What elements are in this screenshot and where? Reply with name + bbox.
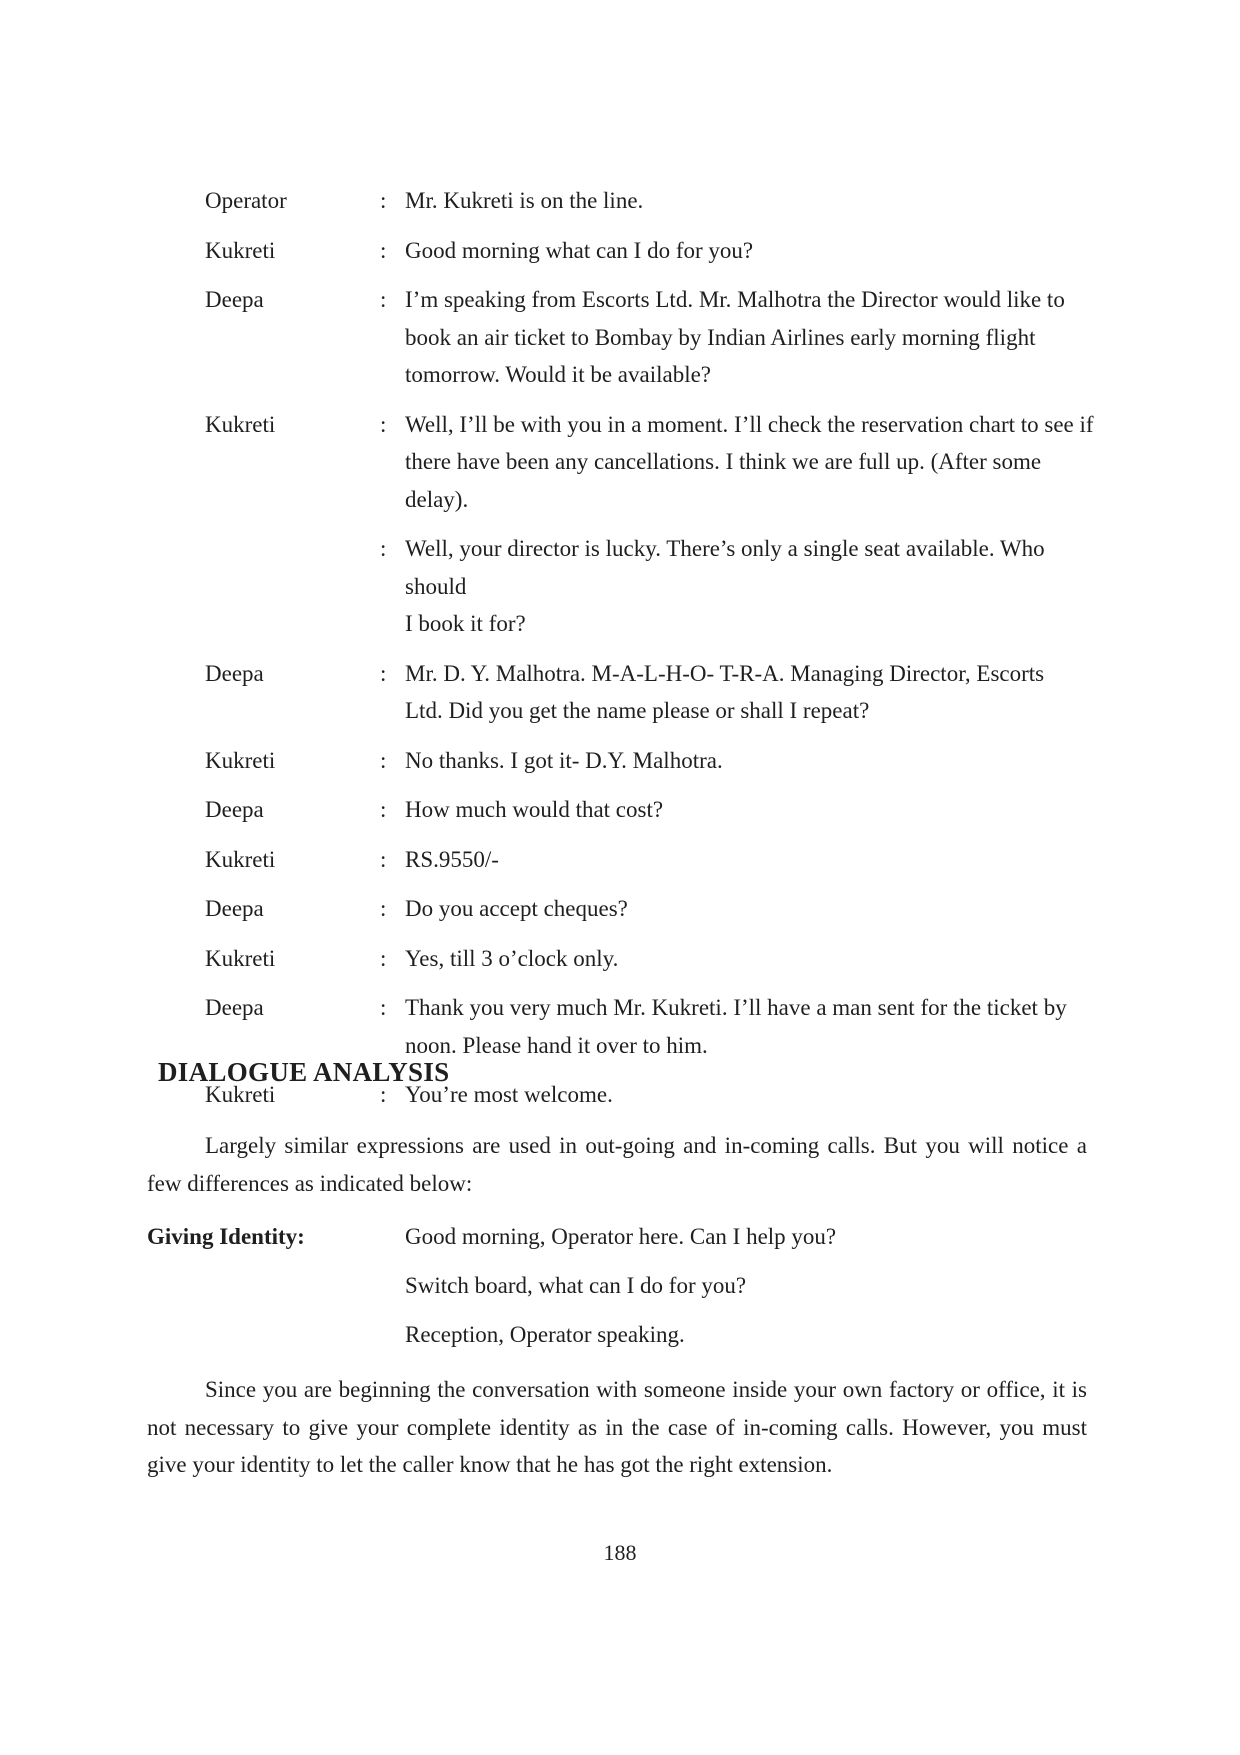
dialogue-line: there have been any cancellations. I think we are full up. (After some delay).	[405, 449, 1042, 512]
dialogue-line: No thanks. I got it- D.Y. Malhotra.	[405, 747, 723, 773]
dialogue-line: Ltd. Did you get the name please or shall I repeat?	[405, 698, 870, 723]
dialogue-row	[205, 182, 1105, 220]
dialogue-row	[205, 940, 1105, 978]
identity-example: Good morning, Operator here. Can I help you?	[405, 1224, 837, 1249]
dialogue-row	[205, 655, 1105, 730]
section-heading: DIALOGUE ANALYSIS	[158, 1057, 450, 1087]
dialogue-line: Good morning what can I do for you?	[405, 237, 754, 263]
dialogue-line: Well, your director is lucky. There’s only a single seat available. Who should	[405, 536, 1045, 599]
dialogue-row	[205, 530, 1105, 643]
speaker-name: Kukreti	[205, 237, 276, 263]
page-number: 188	[603, 1540, 637, 1565]
dialogue-row	[205, 406, 1105, 519]
intro-paragraph	[147, 1127, 1087, 1202]
dialogue-line: How much would that cost?	[405, 797, 664, 822]
separator-colon: :	[380, 287, 387, 312]
paragraph-text: Since you are beginning the conversation with someone inside your own factory or office, it is not necessary to give your complete identity as in the case of in-coming calls. However, you must give your identity to let the caller know that he has got the right extension.	[147, 1377, 1087, 1477]
dialogue-line: RS.9550/-	[405, 846, 499, 872]
separator-colon: :	[380, 846, 387, 872]
dialogue-line: Thank you very much Mr. Kukreti. I’ll have a man sent for the ticket by	[405, 995, 1067, 1020]
dialogue-line: Well, I’ll be with you in a moment. I’ll check the reservation chart to see if	[405, 411, 1094, 437]
dialogue-line: I book it for?	[405, 611, 526, 636]
speaker-name: Deepa	[205, 995, 264, 1020]
dialogue-line: book an air ticket to Bombay by Indian Airlines early morning flight	[405, 324, 1036, 350]
separator-colon: :	[380, 896, 387, 921]
separator-colon: :	[380, 660, 387, 686]
dialogue-transcript	[205, 182, 1105, 1126]
dialogue-line: Mr. D. Y. Malhotra. M-A-L-H-O- T-R-A. Managing Director, Escorts	[405, 660, 1045, 686]
dialogue-line: Do you accept cheques?	[405, 896, 628, 921]
dialogue-row	[205, 989, 1105, 1064]
giving-identity-block	[147, 1218, 1087, 1365]
speaker-name: Kukreti	[205, 1082, 276, 1107]
separator-colon: :	[380, 237, 387, 263]
dialogue-line: noon. Please hand it over to him.	[405, 1032, 708, 1058]
separator-colon: :	[380, 188, 387, 213]
speaker-name: Deepa	[205, 287, 264, 312]
dialogue-row	[205, 791, 1105, 829]
separator-colon: :	[380, 747, 387, 773]
separator-colon: :	[380, 945, 387, 971]
giving-identity-label: Giving Identity:	[147, 1224, 305, 1249]
speaker-name: Kukreti	[205, 945, 276, 971]
dialogue-row	[205, 232, 1105, 270]
dialogue-line: Mr. Kukreti is on the line.	[405, 188, 644, 213]
speaker-name: Kukreti	[205, 411, 276, 437]
speaker-name: Deepa	[205, 896, 264, 921]
speaker-name: Deepa	[205, 660, 264, 686]
separator-colon: :	[380, 1082, 387, 1107]
dialogue-line: tomorrow. Would it be available?	[405, 362, 712, 387]
identity-example: Switch board, what can I do for you?	[405, 1273, 747, 1298]
speaker-name: Kukreti	[205, 846, 276, 872]
dialogue-row	[205, 890, 1105, 928]
separator-colon: :	[380, 411, 387, 437]
dialogue-row	[205, 742, 1105, 780]
explanation-paragraph	[147, 1371, 1087, 1484]
dialogue-line: You’re most welcome.	[405, 1082, 613, 1107]
dialogue-row	[205, 841, 1105, 879]
separator-colon: :	[380, 536, 387, 561]
separator-colon: :	[380, 797, 387, 822]
speaker-name: Deepa	[205, 797, 264, 822]
separator-colon: :	[380, 995, 387, 1020]
speaker-name: Operator	[205, 188, 287, 213]
dialogue-row	[205, 281, 1105, 394]
paragraph-text: Largely similar expressions are used in out-going and in-coming calls. But you will notice a few differences as indicated below:	[147, 1133, 1087, 1196]
speaker-name: Kukreti	[205, 747, 276, 773]
identity-example: Reception, Operator speaking.	[405, 1322, 685, 1347]
dialogue-line: I’m speaking from Escorts Ltd. Mr. Malhotra the Director would like to	[405, 287, 1065, 312]
dialogue-line: Yes, till 3 o’clock only.	[405, 945, 619, 971]
